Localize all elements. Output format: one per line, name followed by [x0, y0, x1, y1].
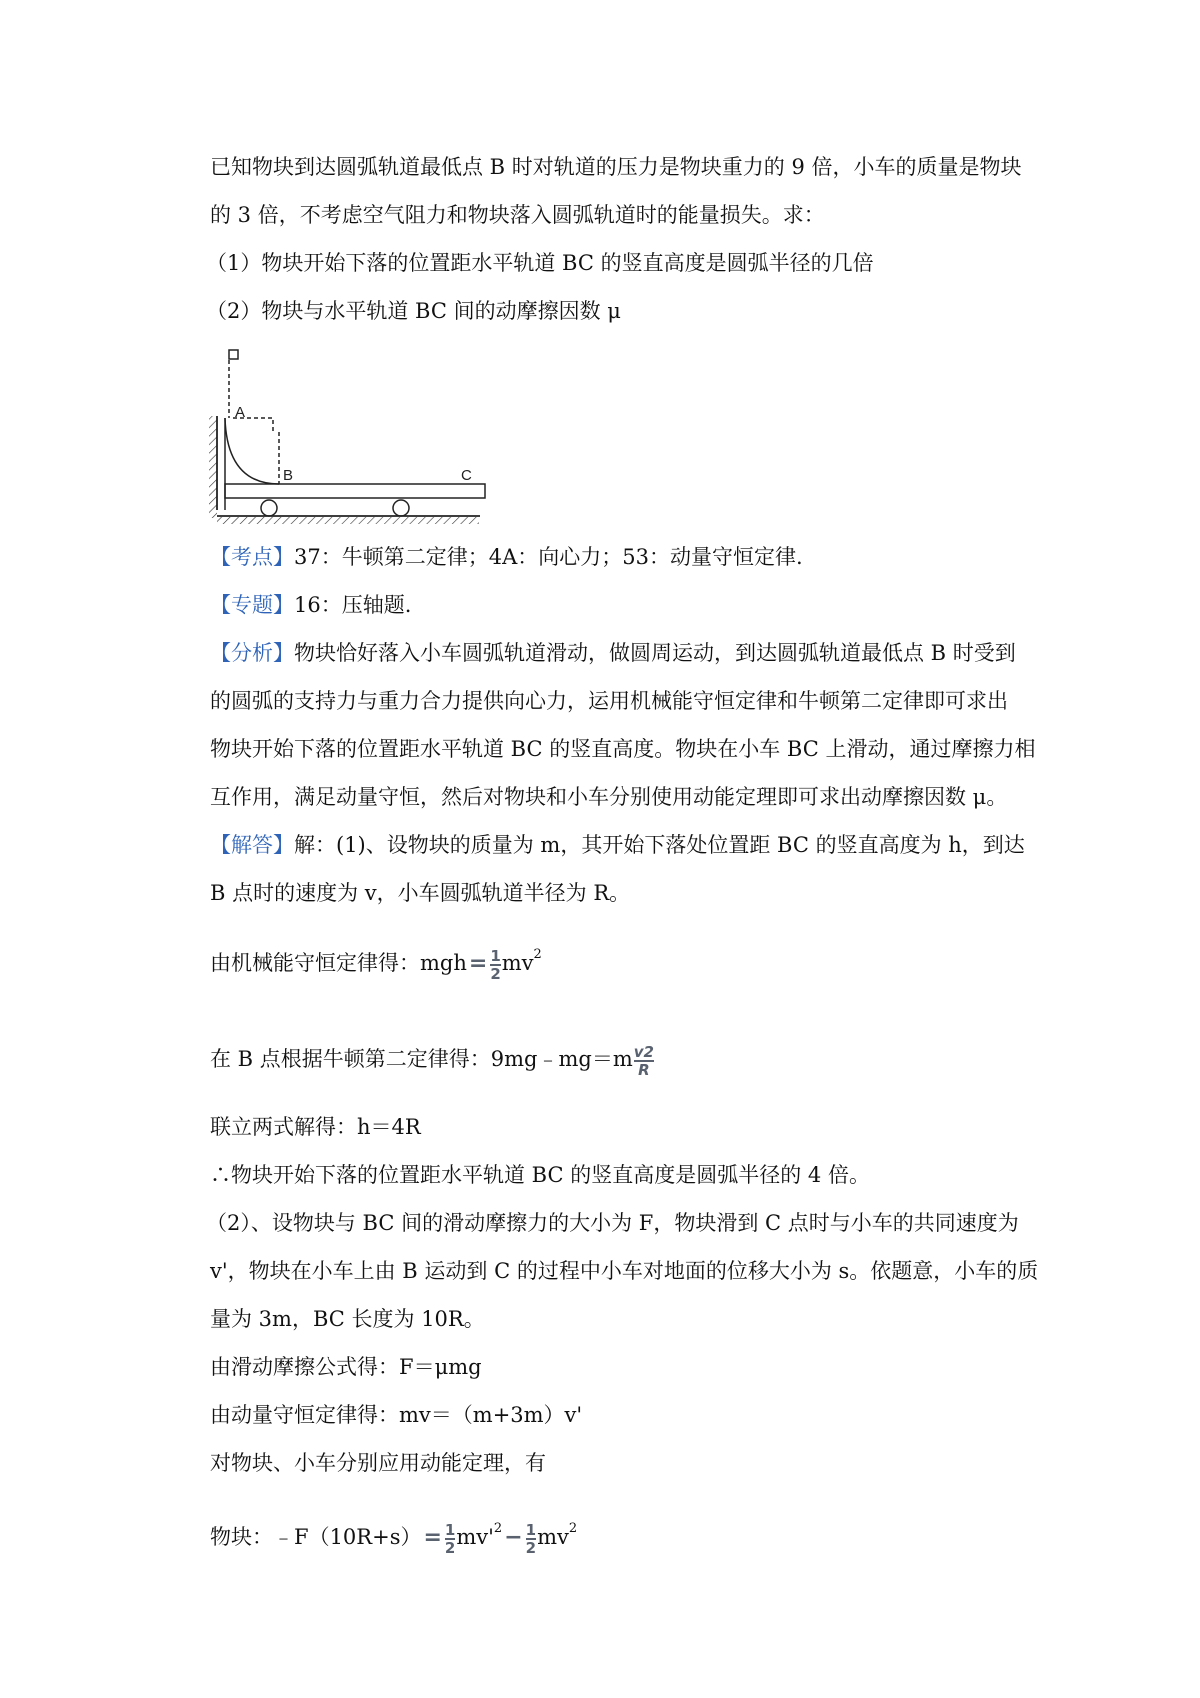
question-1: （1）物块开始下落的位置距水平轨道 BC 的竖直高度是圆弧半径的几倍: [206, 251, 874, 275]
problem-line-2: 的 3 倍，不考虑空气阻力和物块落入圆弧轨道时的能量损失。求：: [210, 203, 825, 227]
frac-num: 1: [490, 946, 501, 965]
kaodian-line: [210, 542, 803, 572]
frac-num: 1: [444, 1520, 456, 1539]
eq8-mid: mv': [456, 1525, 494, 1549]
fenxi-line-1: [210, 638, 1016, 668]
physics-figure: [205, 338, 495, 528]
fenxi-text-1: 物块恰好落入小车圆弧轨道滑动，做圆周运动，到达圆弧轨道最低点 B 时受到: [294, 641, 1016, 665]
fenxi-line-2: 的圆弧的支持力与重力合力提供向心力，运用机械能守恒定律和牛顿第二定律即可求出: [210, 689, 1008, 713]
equation-friction: 由滑动摩擦公式得：F＝μmg: [210, 1355, 482, 1379]
eq8-tail: mv: [537, 1525, 569, 1549]
zhuanti-tag: 【专题】: [210, 593, 294, 617]
half-fraction: [490, 946, 501, 983]
eq1-tail: mv: [501, 951, 534, 975]
equation-block-energy: [210, 1518, 577, 1555]
kinetic-energy-intro: 对物块、小车分别应用动能定理，有: [210, 1451, 546, 1475]
cart-body: [225, 484, 485, 498]
frac-num-v2: v2: [633, 1042, 654, 1061]
frac-den: 2: [490, 964, 501, 983]
label-C: C: [461, 467, 472, 484]
eq1-prefix: 由机械能守恒定律得：mgh: [210, 951, 467, 975]
equation-newton: [210, 1044, 655, 1077]
fenxi-line-3: 物块开始下落的位置距水平轨道 BC 的竖直高度。物块在小车 BC 上滑动，通过摩擦力相: [210, 737, 1036, 761]
label-A: A: [235, 404, 246, 421]
eq8-square-2: 2: [568, 1521, 578, 1536]
part2-line-2: v'，物块在小车上由 B 运动到 C 的过程中小车对地面的位移大小为 s。依题意，小车的质: [210, 1259, 1039, 1283]
half-fraction: [525, 1520, 537, 1557]
ground-hatching: [217, 517, 479, 524]
problem-line-1: 已知物块到达圆弧轨道最低点 B 时对轨道的压力是物块重力的 9 倍，小车的质量是物块: [210, 155, 1022, 179]
arc-track: [225, 418, 279, 484]
eq8-prefix: 物块：﹣F（10R+s）: [210, 1525, 422, 1549]
wall-hatching: [209, 416, 217, 518]
eq8-equals: =: [423, 1525, 442, 1550]
conclusion-1: ∴物块开始下落的位置距水平轨道 BC 的竖直高度是圆弧半径的 4 倍。: [210, 1163, 870, 1187]
question-2: （2）物块与水平轨道 BC 间的动摩擦因数 μ: [206, 299, 621, 323]
zhuanti-text: 16：压轴题.: [294, 593, 412, 617]
block-start-square: [229, 350, 238, 359]
kaodian-text: 37：牛顿第二定律；4A：向心力；53：动量守恒定律.: [294, 545, 803, 569]
frac-den-R: R: [638, 1060, 650, 1079]
eq8-minus: −: [504, 1525, 523, 1550]
wheel-right: [393, 500, 409, 516]
frac-den: 2: [525, 1538, 537, 1557]
eq2-prefix: 在 B 点根据牛顿第二定律得：9mg﹣mg＝m: [210, 1047, 633, 1071]
fenxi-line-4: 互作用，满足动量守恒，然后对物块和小车分别使用动能定理即可求出动摩擦因数 μ。: [210, 785, 1008, 809]
wheel-left: [261, 500, 277, 516]
label-B: B: [283, 467, 294, 484]
jieda-text-1: 解：(1)、设物块的质量为 m，其开始下落处位置距 BC 的竖直高度为 h，到达: [294, 833, 1025, 857]
jieda-line-1: [210, 830, 1025, 860]
eq1-square: 2: [533, 947, 542, 962]
equation-result: 联立两式解得：h＝4R: [210, 1115, 421, 1139]
v2-over-R-fraction: [633, 1042, 654, 1079]
frac-num: 1: [525, 1520, 537, 1539]
eq1-equals: =: [468, 951, 488, 976]
fenxi-tag: 【分析】: [210, 641, 294, 665]
part2-line-1: （2）、设物块与 BC 间的滑动摩擦力的大小为 F，物块滑到 C 点时与小车的共同速度为: [206, 1211, 1019, 1235]
eq8-square-1: 2: [493, 1521, 503, 1536]
jieda-line-2: B 点时的速度为 v，小车圆弧轨道半径为 R。: [210, 881, 631, 905]
half-fraction: [444, 1520, 456, 1557]
jieda-tag: 【解答】: [210, 833, 294, 857]
frac-den: 2: [444, 1538, 456, 1557]
zhuanti-line: [210, 590, 411, 620]
equation-momentum: 由动量守恒定律得：mv＝（m+3m）v': [210, 1403, 583, 1427]
kaodian-tag: 【考点】: [210, 545, 294, 569]
part2-line-3: 量为 3m，BC 长度为 10R。: [210, 1307, 485, 1331]
equation-energy: [210, 944, 542, 981]
